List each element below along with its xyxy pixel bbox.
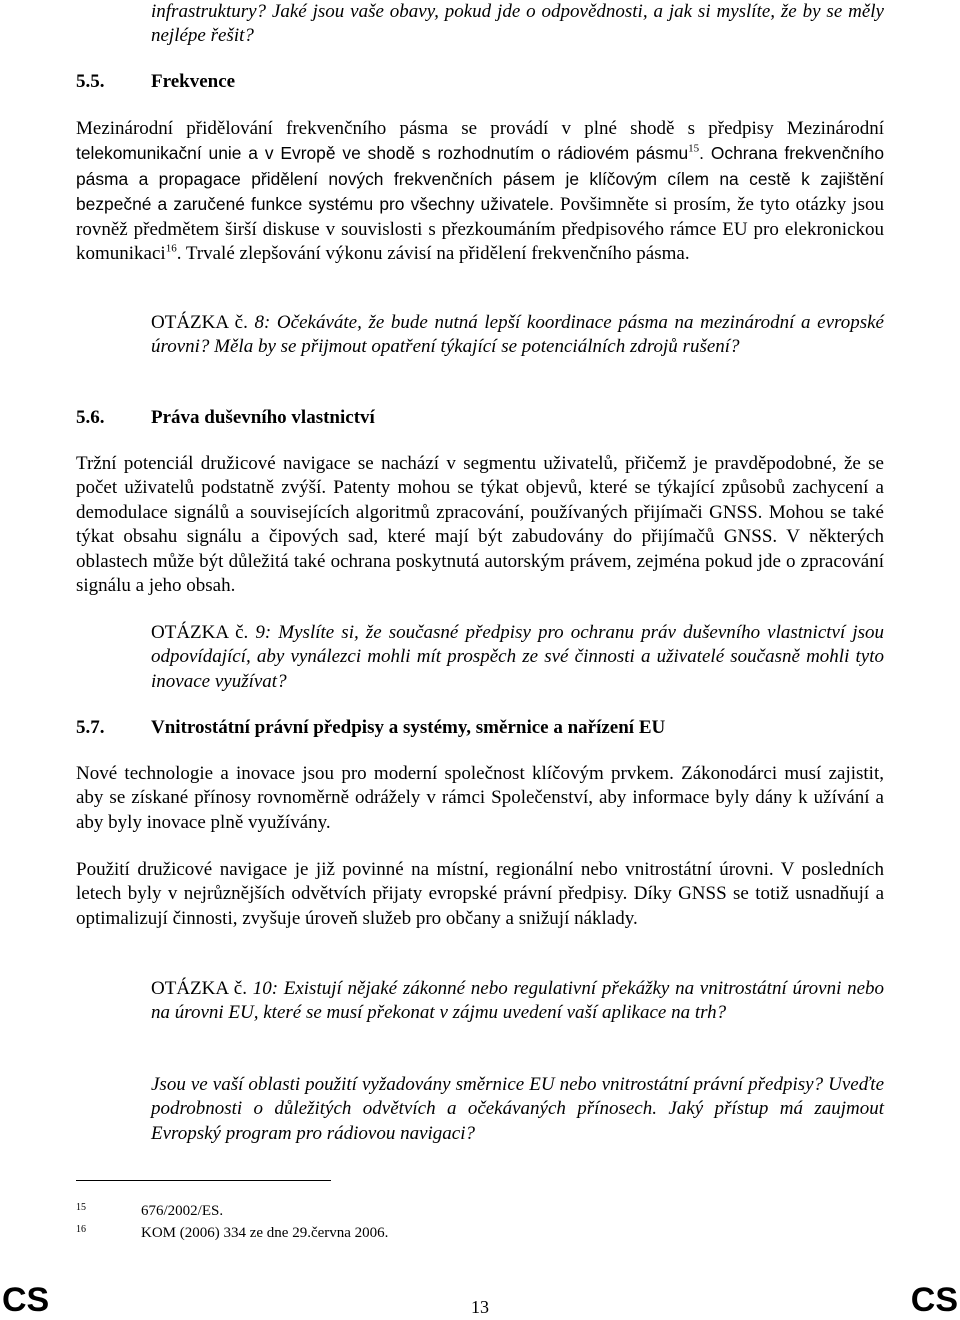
paragraph-text: Mezinárodní přidělování frekvenčního pásma se provádí v plné shodě s předpisy Mezinárodní bbox=[76, 118, 884, 139]
footnote-15 bbox=[76, 1202, 223, 1220]
footnote-text: 676/2002/ES. bbox=[141, 1203, 224, 1219]
question-9 bbox=[151, 621, 884, 694]
section-number: 5.6. bbox=[76, 407, 105, 428]
footnote-ref: 16 bbox=[165, 242, 177, 255]
footnote-16 bbox=[76, 1224, 388, 1242]
section-number: 5.7. bbox=[76, 717, 105, 738]
section-title: Vnitrostátní právní předpisy a systémy, směrnice a nařízení EU bbox=[151, 717, 666, 738]
question-text: 10: Existují nějaké zákonné nebo regulativní překážky na vnitrostátní úrovni nebo na úrovni EU, které se musí překonat v zájmu uvedení vaší aplikace na trh? bbox=[151, 978, 884, 1024]
paragraph-text: telekomunikační unie a v Evropě ve shodě s rozhodnutím o rádiovém pásmu bbox=[76, 143, 689, 164]
section-heading-5-7 bbox=[76, 716, 665, 740]
ip-paragraph: Tržní potenciál družicové navigace se nachází v segmentu uživatelů, přičemž je pravděpodobné, že se počet uživatelů podstatně zvýší. Patenty mohou se týkat objevů, které se týkající způsobů zachycení a demodulace signálů a souvisejících algoritmů zpracování, používaných přijímači GNSS. Mohou se také týkat obsahu signálu a čipových sad, které mají být zabudovány do přijímačů GNSS. V některých oblastech může být důležitá také ochrana poskytnutá autorským právem, zejména pokud jde o zpracování signálu a jeho obsah. bbox=[76, 453, 884, 597]
question-label: OTÁZKA č. bbox=[151, 622, 249, 643]
footnote-separator bbox=[76, 1180, 331, 1181]
section-heading-5-6 bbox=[76, 406, 375, 430]
section-number: 5.5. bbox=[76, 71, 105, 92]
paragraph-text: . Ochrana frekvenčního pásma a propagace přidělení nových frekvenčních pásem je klíčovým cílem na cestě k zajištění bezpečné a zaručené funkce systému pro všechny uživatele. bbox=[76, 143, 884, 215]
question-label: OTÁZKA č. bbox=[151, 978, 247, 999]
question-text: 8: Očekáváte, že bude nutná lepší koordinace pásma na mezinárodní a evropské úrovni? Měla by se přijmout opatření týkající se potenciálních zdrojů rušení? bbox=[151, 312, 884, 358]
footnote-number: 15 bbox=[76, 1202, 86, 1213]
footnote-text: KOM (2006) 334 ze dne 29.června 2006. bbox=[141, 1225, 389, 1241]
language-code-left: CS bbox=[2, 1281, 50, 1319]
question-10 bbox=[151, 977, 884, 1026]
section-title: Frekvence bbox=[151, 71, 236, 92]
question-10-followup: Jsou ve vaší oblasti použití vyžadovány směrnice EU nebo vnitrostátní právní předpisy? Uveďte podrobnosti o důležitých odvětvích a očekávaných přínosech. Jaký přístup má zaujmout Evropský program pro rádiovou navigaci? bbox=[151, 1074, 884, 1144]
footnote-ref: 15 bbox=[688, 143, 700, 156]
footnote-number: 16 bbox=[76, 1224, 86, 1235]
section-title: Práva duševního vlastnictví bbox=[151, 407, 375, 428]
page-number: 13 bbox=[471, 1297, 489, 1317]
paragraph-text: Povšimněte si prosím, že tyto otázky jsou rovněž předmětem širší diskuse v souvislosti s přezkoumáním předpisového rámce EU pro elekronickou komunikaci bbox=[76, 194, 885, 265]
question-text: 9: Myslíte si, že současné předpisy pro ochranu práv duševního vlastnictví jsou odpovídající, aby vynálezci mohli mít prospěch ze své činnosti a uživatelé současně mohli tyto inovace využívat? bbox=[151, 622, 884, 692]
language-code-right: CS bbox=[910, 1281, 958, 1319]
legislation-paragraph-1: Nové technologie a inovace jsou pro moderní společnost klíčovým prvkem. Zákonodárci musí zajistit, aby se získané přínosy rovnoměrně odrážely v rámci Společenství, aby informace byly dány k užívání a aby byly inovace plně využívány. bbox=[76, 763, 884, 833]
question-label: OTÁZKA č. bbox=[151, 312, 248, 333]
paragraph-text: . Trvalé zlepšování výkonu závisí na přidělení frekvenčního pásma. bbox=[176, 243, 690, 265]
legislation-paragraph-2: Použití družicové navigace je již povinné na místní, regionální nebo vnitrostátní úrovni. V posledních letech byly v nejrůznějších odvětvích přijaty evropské právní předpisy. Díky GNSS se totiž usnadňují a optimalizují činnosti, zvyšuje úroveň služeb pro občany a snižují náklady. bbox=[76, 859, 884, 929]
section-heading-5-5 bbox=[76, 70, 235, 94]
intro-question-continuation: infrastruktury? Jaké jsou vaše obavy, pokud jde o odpovědnosti, a jak si myslíte, že by se měly nejlépe řešit? bbox=[151, 1, 884, 47]
question-8 bbox=[151, 311, 884, 360]
frequency-paragraph bbox=[76, 117, 884, 266]
